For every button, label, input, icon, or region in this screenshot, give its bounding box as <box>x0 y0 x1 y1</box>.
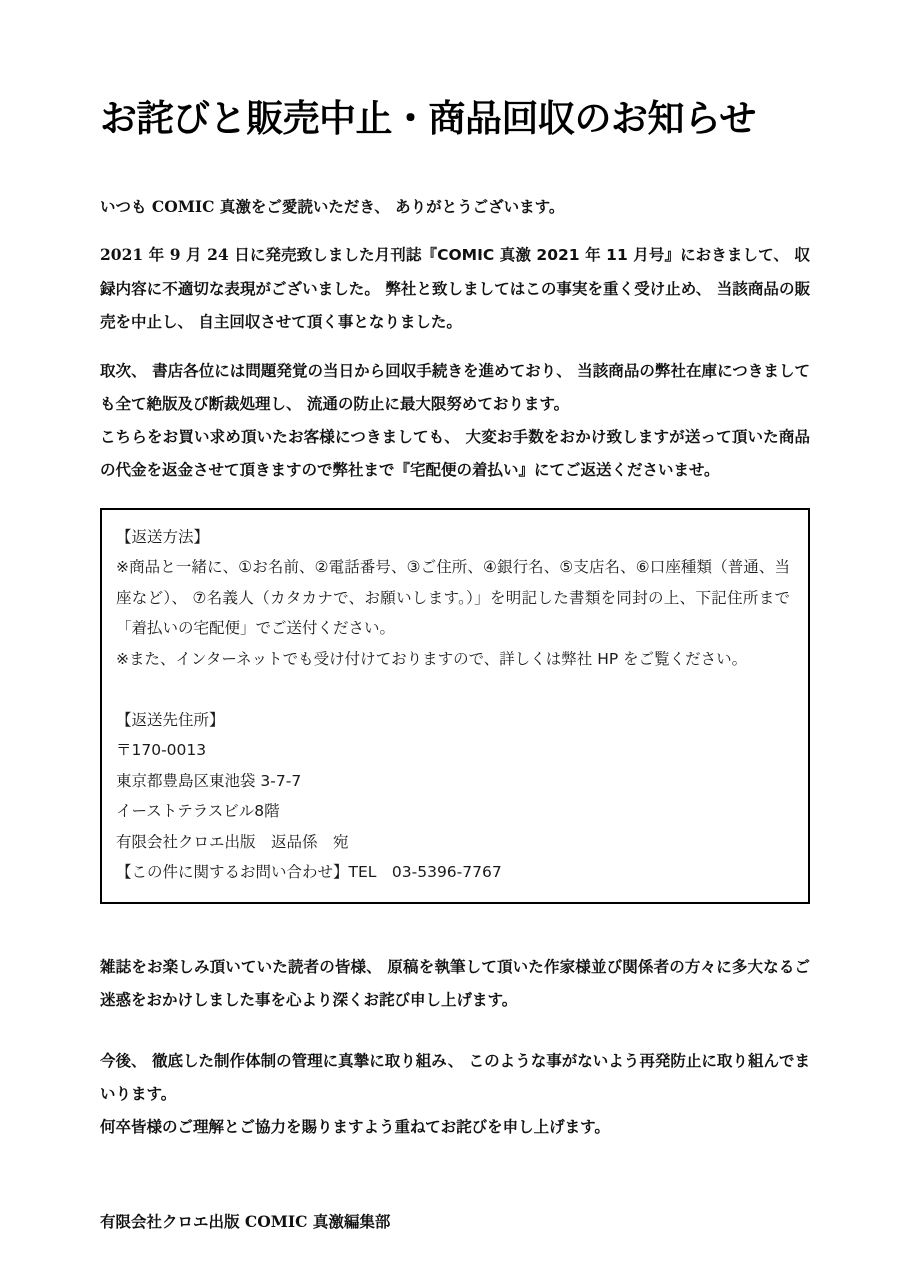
announcement-paragraph <box>100 238 810 338</box>
apology-paragraph: 雑誌をお楽しみ頂いていた読者の皆様、 原稿を執筆して頂いた作家様並び関係者の方々に多大なるご迷惑をおかけしました事を心より深くお詫び申し上げます。 <box>100 956 810 1009</box>
addressee-line: 有限会社クロエ出版 返品係 宛 <box>116 832 349 851</box>
recall-line-1: 取次、 書店各位には問題発覚の当日から回収手続きを進めており、 当該商品の弊社在庫につきましても全て絶版及び断裁処理し、 流通の防止に最大限努めております。 <box>100 360 810 413</box>
product-name: 『COMIC 真激 2021 年 11 月号』 <box>421 246 681 265</box>
box-spacer <box>116 674 790 705</box>
recall-paragraph <box>100 354 810 486</box>
announcement-text-after: におきまして、 収録内容に不適切な表現がございました。 弊社と致しましてはこの事実を重く受け止め、 当該商品の販売を中止し、 自主回収させて頂く事となりました。 <box>100 245 810 332</box>
postal-code: 〒170-0013 <box>116 741 207 760</box>
signature: 有限会社クロエ出版 COMIC 真激編集部 <box>100 1211 391 1231</box>
return-address-heading: 【返送先住所】 <box>116 710 225 729</box>
return-method-note: ※商品と一緒に、①お名前、②電話番号、③ご住所、④銀行名、⑤支店名、⑥口座種類（普通、当座など）、 ⑦名義人（カタカナで、お願いします。）」を明記した書類を同封の上、下記住所まで「着払いの宅配便」でご送付ください。 <box>116 558 790 638</box>
announcement-text-before: 2021 年 9 月 24 日に発売致しました月刊誌 <box>100 245 422 265</box>
pledge-paragraph <box>100 1044 810 1143</box>
greeting-paragraph: いつも COMIC 真激をご愛読いただき、 ありがとうございます。 <box>100 196 565 216</box>
recall-line-2: こちらをお買い求め頂いたお客様につきましても、 大変お手数をおかけ致しますが送って頂いた商品の代金を返金させて頂きますので弊社まで『宅配便の着払い』にてご返送くださいませ。 <box>100 426 810 479</box>
address-line: 東京都豊島区東池袋 3-7-7 <box>116 771 302 790</box>
notice-title: お詫びと販売中止・商品回収のお知らせ <box>100 96 756 140</box>
pledge-line-1: 今後、 徹底した制作体制の管理に真摯に取り組み、 このような事がないよう再発防止に取り組んでまいります。 <box>100 1050 810 1103</box>
contact-line: 【この件に関するお問い合わせ】TEL 03-5396-7767 <box>116 863 502 882</box>
pledge-line-2: 何卒皆様のご理解とご協力を賜りますよう重ねてお詫びを申し上げます。 <box>100 1116 610 1136</box>
return-instructions-box <box>100 508 810 904</box>
building-line: イーストテラスビル8階 <box>116 802 280 821</box>
return-method-heading: 【返送方法】 <box>116 527 210 546</box>
internet-note: ※また、インターネットでも受け付けておりますので、詳しくは弊社 HP をご覧ください。 <box>116 649 748 668</box>
